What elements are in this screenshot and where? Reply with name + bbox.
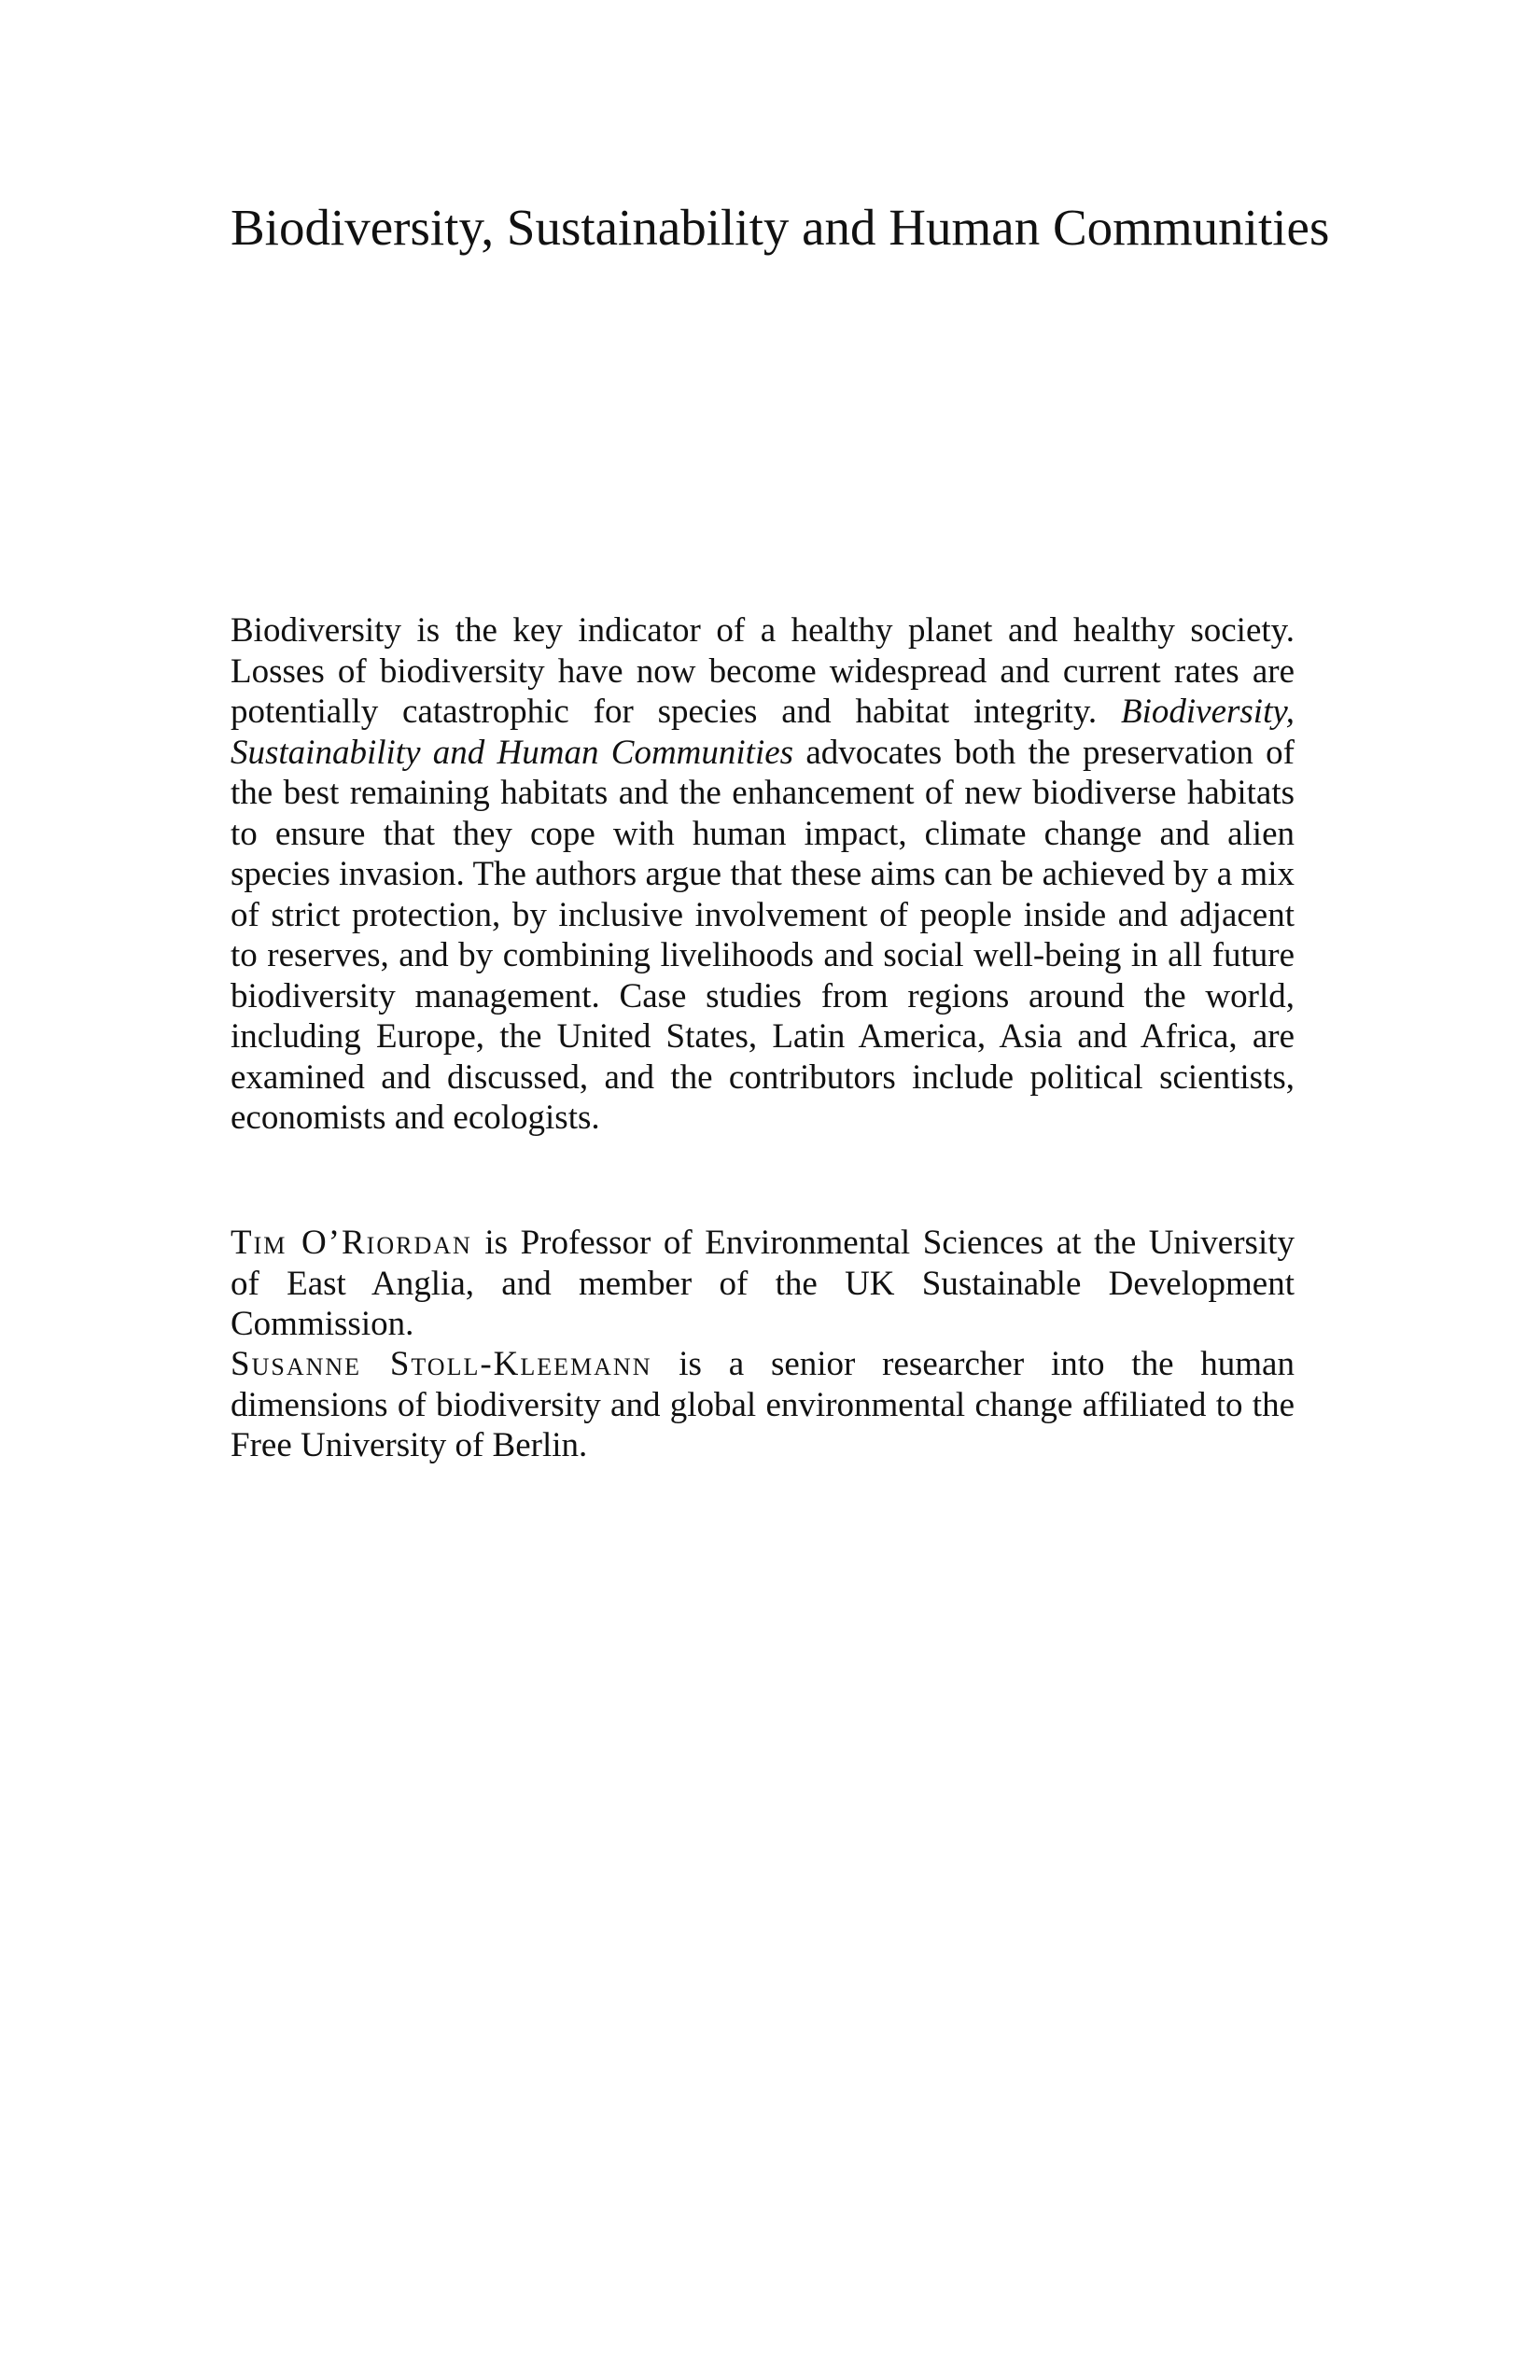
book-description <box>231 610 1295 1139</box>
description-text-part-2: advocates both the preservation of the best remaining habitats and the enhancement of new biodiverse habitats to ensure that they cope with human impact, climate change and alien species invasion. The authors argue that these aims can be achieved by a mix of strict protection, by inclusive involvement of people inside and adjacent to reserves, and by combining livelihoods and social well-being in all future biodiversity management. Case studies from regions around the world, including Europe, the United States, Latin America, Asia and Africa, are examined and discussed, and the contributors include political scientists, economists and ecologists. <box>231 733 1295 1137</box>
editor-bio-2 <box>231 1344 1295 1466</box>
editor-bio-1 <box>231 1223 1295 1345</box>
description-italic-title: Biodiversity, Sustainability and Human Communities <box>231 693 1295 772</box>
book-title: Biodiversity, Sustainability and Human Communities <box>231 199 1330 256</box>
editor-bio-text-1: is Professor of Environmental Sciences at the University of East Anglia, and member of the UK Sustainable Development Commission. <box>231 1224 1295 1343</box>
description-text-part-1: Biodiversity is the key indicator of a healthy planet and healthy society. Losses of biodiversity have now become widespread and current rates are potentially catastrophic for species and habitat integrity. <box>231 611 1295 731</box>
editor-name-1: Tim O’Riordan <box>231 1224 472 1262</box>
editor-name-2: Susanne Stoll-Kleemann <box>231 1345 652 1383</box>
editor-bio-text-2: is a senior researcher into the human dimensions of biodiversity and global environmental change affiliated to the Free University of Berlin. <box>231 1345 1295 1464</box>
